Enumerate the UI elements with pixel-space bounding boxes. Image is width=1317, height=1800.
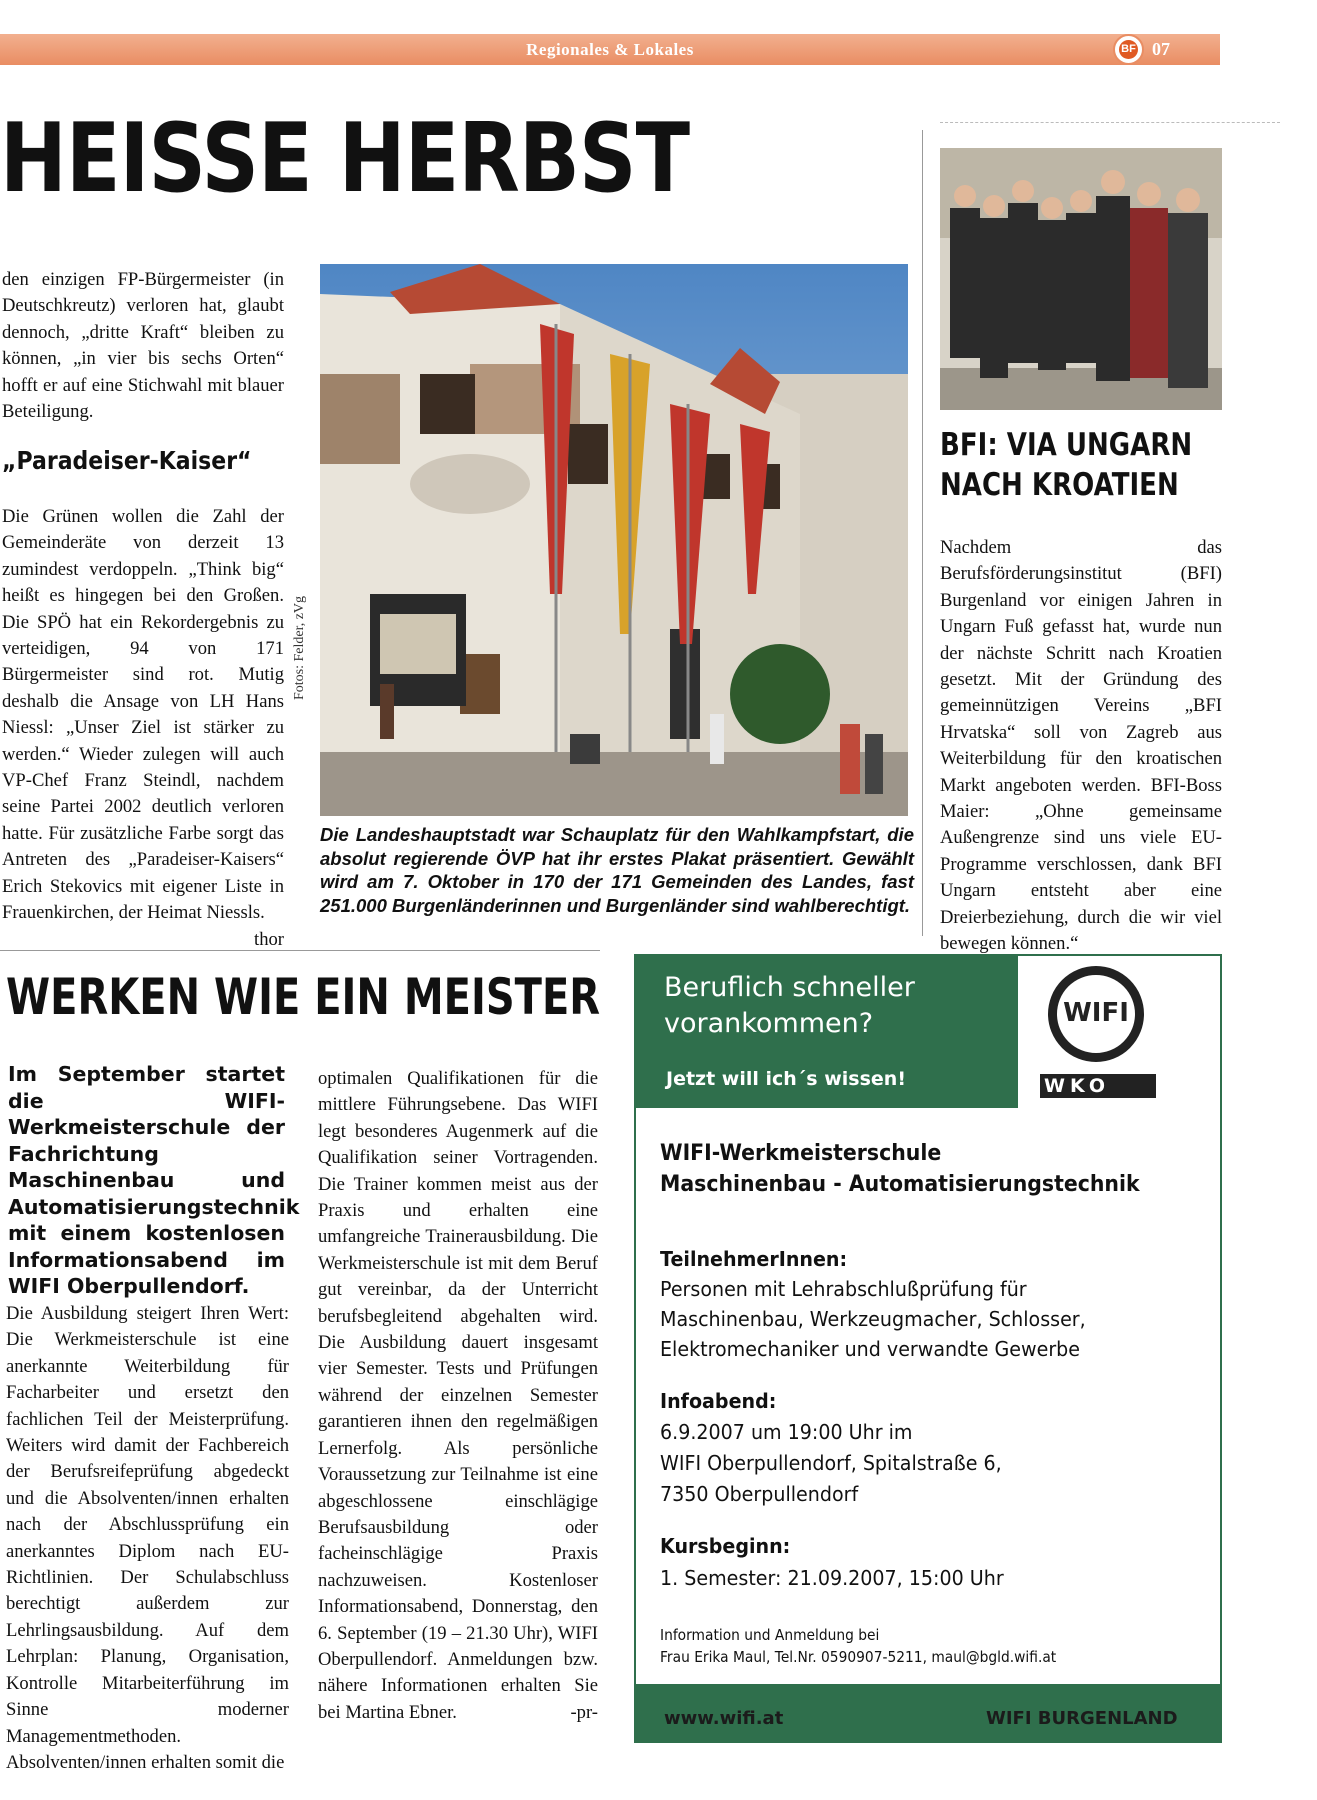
author-signature: thor (254, 928, 284, 950)
wifi-advertisement (634, 954, 1222, 1743)
ad-course-title: WIFI-Werkmeisterschule Maschinenbau - Automatisierungstechnik (660, 1141, 1140, 1197)
photo-credit: Fotos: Felder, zVg (292, 595, 307, 700)
wifi-story-lead: Im September startet die WIFI-Werkmeisterschule der Fachrichtung Maschinenbau und Automatisierungstechnik mit einem kostenlosen Informationsabend im WIFI Oberpullendorf. (8, 1062, 300, 1298)
article-subhead: „Paradeiser-Kaiser“ (2, 446, 252, 475)
wifi-logo-icon (1028, 956, 1168, 1108)
article-paragraph: den einzigen FP-Bürgermeister (in Deutschkreutz) verloren hat, glaubt dennoch, „dritte Kraft“ bleiben zu können, „in vier bis sechs Orten“ hofft er auf eine Stichwahl mit blauer Beteiligung. (2, 269, 284, 423)
divider (940, 122, 1280, 123)
ad-contact: Information und Anmeldung bei Frau Erika Maul, Tel.Nr. 0590907-5211, maul@bgld.wifi.at (660, 1626, 1057, 1666)
building-photo (320, 264, 908, 816)
ad-cta: Jetzt will ich´s wissen! (666, 1068, 906, 1090)
wko-logo-text: WKO (1044, 1075, 1110, 1097)
page-number: 07 (1152, 39, 1170, 59)
ad-kursbeginn: Kursbeginn: 1. Semester: 21.09.2007, 15:00 Uhr (660, 1534, 1004, 1590)
section-title: Regionales & Lokales (526, 40, 694, 59)
bfi-headline: BFI: VIA UNGARN NACH KROATIEN (940, 427, 1193, 503)
section-divider (0, 950, 600, 951)
column-divider (922, 130, 923, 936)
group-photo (940, 148, 1222, 410)
article-paragraph: Die Grünen wollen die Zahl der Gemeinderäte von derzeit 13 zumindest verdoppeln. „Think big“ heißt es hingegen bei den Großen. Die SPÖ hat ein Rekordergebnis zu verteidigen, 94 von 171 Bürgermeister sind rot. Mutig deshalb die Ansage von LH Hans Niessl: „Unser Ziel ist stärker zu werden.“ Wieder zulegen will auch VP-Chef Franz Steindl, nachdem seine Partei 2002 deutlich verloren hatte. Für zusätzliche Farbe sorgt das Antreten des „Paradeiser-Kaisers“ Erich Stekovics mit eigener Liste in Frauenkirchen, der Heimat Niessls. thor (2, 504, 284, 953)
main-headline: HEISSE HERBST (0, 104, 690, 214)
ad-participants: TeilnehmerInnen: Personen mit Lehrabschlußprüfung für Maschinenbau, Werkzeugmacher, Schlosser, Elektromechaniker und verwandte Gewerbe (660, 1247, 1086, 1361)
bf-logo-text: BF (1119, 40, 1138, 59)
wifi-story-headline: WERKEN WIE EIN MEISTER (6, 968, 601, 1026)
group-photo-illustration (940, 148, 1222, 410)
wifi-website-link[interactable]: www.wifi.at (664, 1708, 784, 1729)
ad-brand: WIFI BURGENLAND (986, 1708, 1178, 1729)
wifi-story-column-2: optimalen Qualifikationen für die mittlere Führungsebene. Das WIFI legt besonderes Augenmerk auf die Qualifikation seiner Vortragenden. Die Trainer kommen meist aus der Praxis und erhalten eine umfangreiche Trainerausbildung. Die Werkmeisterschule ist mit dem Beruf gut vereinbar, da der Unterricht berufsbegleitend abgehalten wird. Die Ausbildung dauert insgesamt vier Semester. Tests und Prüfungen während der einzelnen Semester garantieren ihnen den regelmäßigen Lernerfolg. Als persönliche Voraussetzung zur Teilnahme ist eine abgeschlossene einschlägige Berufsausbildung oder facheinschlägige Praxis nachzuweisen. Kostenloser Informationsabend, Donnerstag, den 6. September (19 – 21.30 Uhr), WIFI Oberpullendorf. Anmeldungen bzw. nähere Informationen erhalten Sie bei Martina Ebner. -pr- (318, 1066, 598, 1726)
ad-infoabend: Infoabend: 6.9.2007 um 19:00 Uhr im WIFI Oberpullendorf, Spitalstraße 6, 7350 Oberpullendorf (660, 1389, 1002, 1506)
ad-slogan: Beruflich schneller vorankommen? (664, 972, 915, 1039)
bfi-article-text: Nachdem das Berufsförderungsinstitut (BFI) Burgenland vor einigen Jahren in Ungarn Fuß gefasst hat, wurde nun der nächste Schritt nach Kroatien gesetzt. Mit der Gründung des gemeinnützigen Vereins „BFI Hrvatska“ soll von Zagreb aus Weiterbildung für den kroatischen Markt angeboten werden. BFI-Boss Maier: „Ohne gemeinsame Außengrenze sind uns viele EU-Programme verschlossen, dank BFI Ungarn entsteht aber eine Dreierbeziehung, durch die wir viel bewegen können.“ (940, 537, 1222, 955)
story-signature: -pr- (570, 1701, 598, 1723)
photo-caption: Die Landeshauptstadt war Schauplatz für den Wahlkampfstart, die absolut regierende ÖVP hat ihr erstes Plakat präsentiert. Gewählt wird am 7. Oktober in 170 der 171 Gemeinden des Landes, fast 251.000 Burgenländerinnen und Burgenländer sind wahlberechtigt. (320, 824, 914, 916)
bf-logo-icon (1113, 34, 1144, 65)
wifi-story-column-1: Die Ausbildung steigert Ihren Wert: Die Werkmeisterschule ist eine anerkannte Weiterbildung für Facharbeiter und ersetzt den fachlichen Teil der Meisterprüfung. Weiters wird damit der Fachbereich der Berufsreifeprüfung abgedeckt und die Absolventen/innen erhalten nach der Abschlussprüfung ein anerkanntes Diplom nach EU-Richtlinien. Der Schulabschluss berechtigt außerdem zur Lehrlingsausbildung. Auf dem Lehrplan: Planung, Organisation, Kontrolle Mitarbeiterführung im Sinne moderner Managementmethoden. Absolventen/innen erhalten somit die (6, 1303, 289, 1773)
building-photo-illustration (320, 264, 908, 816)
wifi-logo-text: WIFI (1063, 998, 1129, 1028)
